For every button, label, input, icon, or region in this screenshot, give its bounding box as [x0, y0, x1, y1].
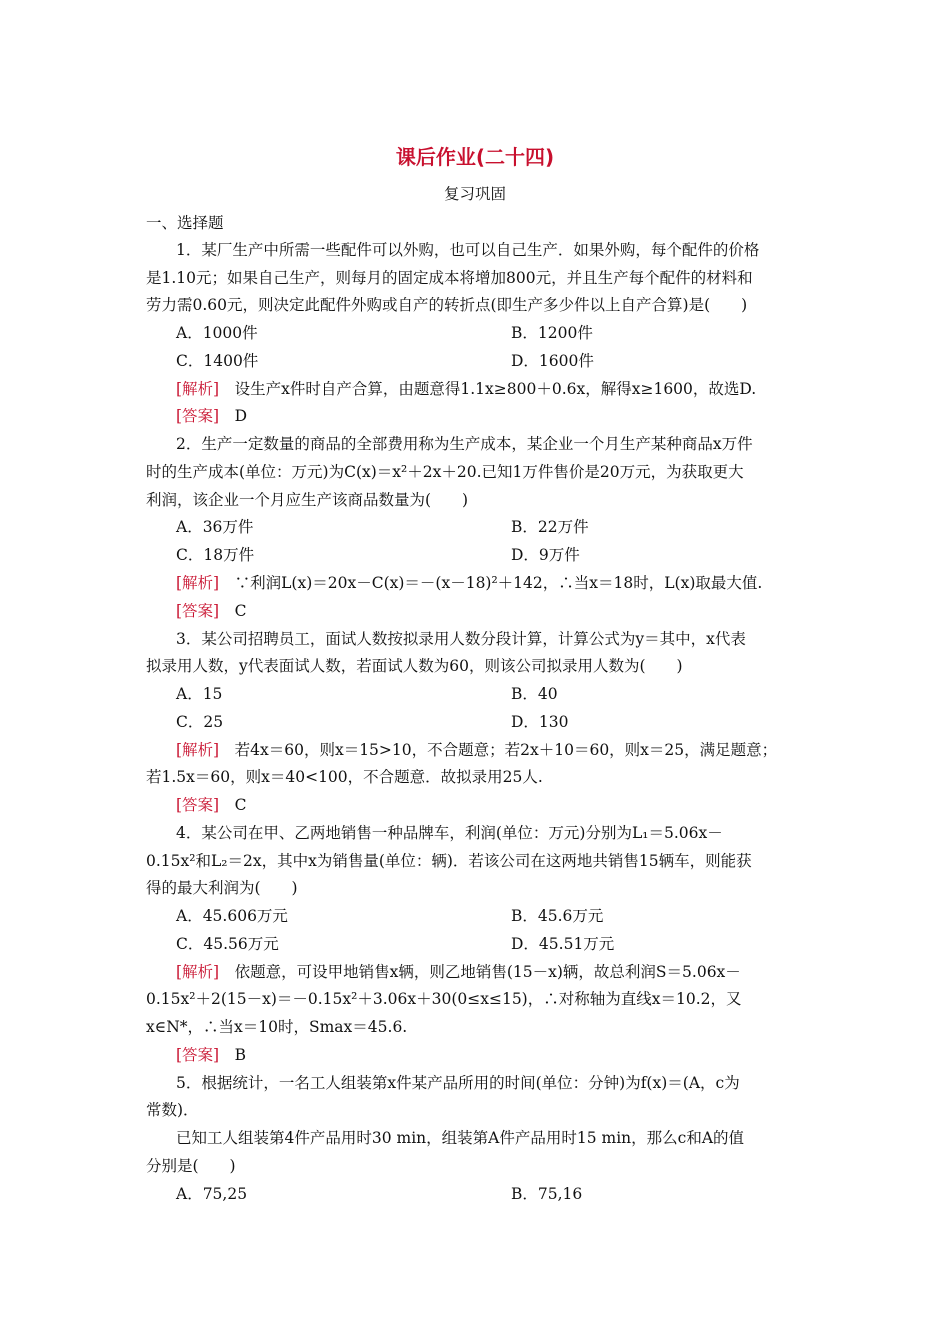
q1-option-d: D．1600件: [511, 352, 594, 370]
q4-analysis: [176, 962, 840, 982]
q4-line-1: 4．某公司在甲、乙两地销售一种品牌车，利润(单位：万元)分别为L₁＝5.06x－: [176, 824, 723, 842]
q4-option-c: C．45.56万元: [176, 935, 279, 953]
q5-option-b: B．75,16: [511, 1185, 583, 1203]
q2-answer-value: C: [234, 602, 247, 620]
q2-option-b: B．22万件: [511, 518, 589, 536]
q1-analysis-text: 设生产x件时自产合算，由题意得1.1x≥800＋0.6x，解得x≥1600，故选D.: [234, 380, 757, 398]
q3-analysis-text-2: 若1.5x＝60，则x＝40<100，不合题意．故拟录用25人.: [146, 768, 543, 786]
q4-line-3: 得的最大利润为( ): [146, 879, 298, 897]
q4-answer: [176, 1045, 840, 1065]
q2-option-c: C．18万件: [176, 546, 255, 564]
page-title: 课后作业(二十四): [395, 145, 555, 169]
q5-line-2: 常数)．: [146, 1101, 199, 1119]
q2-analysis: [176, 573, 840, 593]
q3-option-b: B．40: [511, 685, 558, 703]
q1-answer-value: D: [234, 407, 248, 425]
q2-line-3: 利润，该企业一个月应生产该商品数量为( ): [146, 491, 469, 509]
q2-line-2: 时的生产成本(单位：万元)为C(x)＝x²＋2x＋20.已知1万件售价是20万元，为获取更大: [146, 463, 744, 481]
q1-analysis: [176, 379, 840, 399]
q1-line-3: 劳力需0.60元，则决定此配件外购或自产的转折点(即生产多少件以上自产合算)是( ): [146, 296, 748, 314]
q3-line-1: 3．某公司招聘员工，面试人数按拟录用人数分段计算，计算公式为y＝其中，x代表: [176, 630, 746, 648]
q3-option-a: A．15: [176, 685, 223, 703]
q4-option-a: A．45.606万元: [176, 907, 288, 925]
q3-analysis-text-1: 若4x＝60，则x＝15>10，不合题意；若2x＋10＝60，则x＝25，满足题意；: [234, 741, 778, 759]
answer-tag: [答案]: [176, 796, 220, 814]
q3-answer-value: C: [234, 796, 247, 814]
q4-analysis-text-3: x∈N*，∴当x＝10时，Smax＝45.6.: [146, 1018, 408, 1036]
q2-answer: [176, 601, 840, 621]
analysis-tag: [解析]: [176, 741, 220, 759]
q4-option-b: B．45.6万元: [511, 907, 604, 925]
q3-answer: [176, 795, 840, 815]
analysis-tag: [解析]: [176, 380, 220, 398]
q1-option-c: C．1400件: [176, 352, 259, 370]
q4-option-d: D．45.51万元: [511, 935, 615, 953]
analysis-tag: [解析]: [176, 574, 220, 592]
q2-analysis-text: ∵利润L(x)＝20x－C(x)＝－(x－18)²＋142，∴当x＝18时，L(x)取最大值.: [234, 574, 763, 592]
q4-analysis-text-1: 依题意，可设甲地销售x辆，则乙地销售(15－x)辆，故总利润S＝5.06x－: [234, 963, 741, 981]
q3-line-2: 拟录用人数，y代表面试人数，若面试人数为60，则该公司拟录用人数为( ): [146, 657, 683, 675]
answer-tag: [答案]: [176, 1046, 220, 1064]
q2-option-d: D．9万件: [511, 546, 580, 564]
analysis-tag: [解析]: [176, 963, 220, 981]
q4-line-2: 0.15x²和L₂＝2x，其中x为销售量(单位：辆)．若该公司在这两地共销售15辆车，则能获: [146, 852, 752, 870]
q5-option-a: A．75,25: [176, 1185, 248, 1203]
q4-analysis-text-2: 0.15x²＋2(15－x)＝－0.15x²＋3.06x＋30(0≤x≤15)，∴对称轴为直线x＝10.2，又: [146, 990, 742, 1008]
q2-option-a: A．36万件: [176, 518, 254, 536]
q1-answer: [176, 406, 840, 426]
q1-line-1: 1．某厂生产中所需一些配件可以外购，也可以自己生产．如果外购，每个配件的价格: [176, 241, 760, 259]
q1-line-2: 是1.10元；如果自己生产，则每月的固定成本将增加800元，并且生产每个配件的材料和: [146, 269, 753, 287]
q1-option-b: B．1200件: [511, 324, 593, 342]
q3-option-d: D．130: [511, 713, 569, 731]
q5-line-4: 分别是( ): [146, 1157, 236, 1175]
q4-answer-value: B: [234, 1046, 247, 1064]
answer-tag: [答案]: [176, 602, 220, 620]
section-heading: 一、选择题: [146, 214, 224, 232]
q5-line-1: 5．根据统计，一名工人组装第x件某产品所用的时间(单位：分钟)为f(x)＝(A，c为: [176, 1074, 740, 1092]
answer-tag: [答案]: [176, 407, 220, 425]
q3-analysis: [176, 740, 840, 760]
q2-line-1: 2．生产一定数量的商品的全部费用称为生产成本，某企业一个月生产某种商品x万件: [176, 435, 753, 453]
page-subtitle: 复习巩固: [443, 185, 506, 203]
q3-option-c: C．25: [176, 713, 224, 731]
q1-option-a: A．1000件: [176, 324, 258, 342]
q5-line-3: 已知工人组装第4件产品用时30 min，组装第A件产品用时15 min，那么c和A的值: [176, 1129, 745, 1147]
